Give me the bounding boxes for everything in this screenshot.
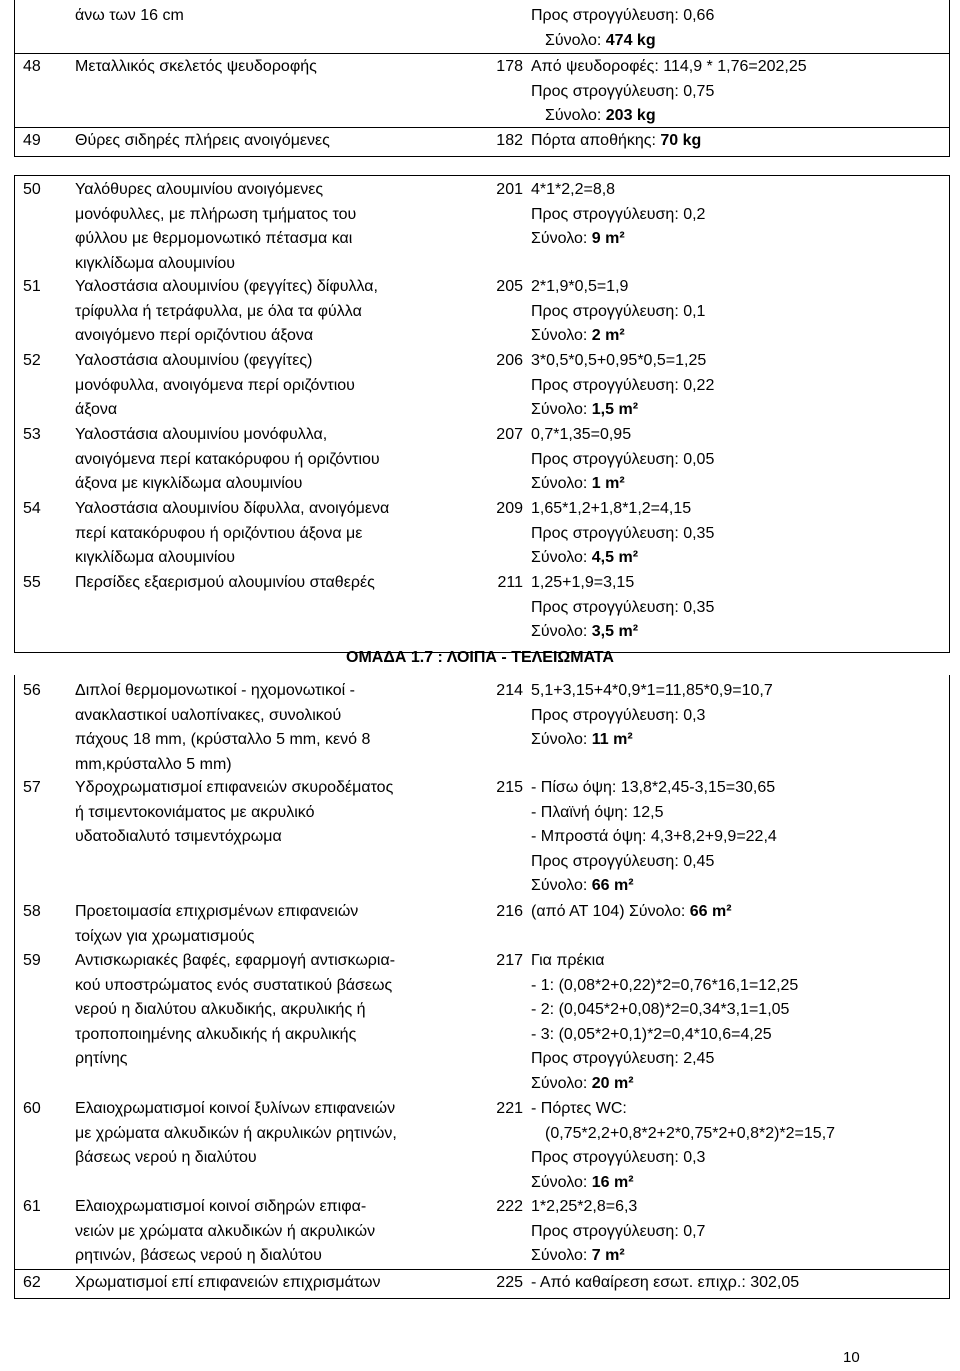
item-number: 57 bbox=[23, 779, 41, 796]
item-code: 209 bbox=[496, 500, 523, 517]
item-code: 214 bbox=[496, 682, 523, 699]
group-heading: ΟΜΑΔΑ 1.7 : ΛΟΙΠΑ - ΤΕΛΕΙΩΜΑΤΑ bbox=[346, 649, 614, 666]
item-description: Υαλοστάσια αλουμινίου δίφυλλα, ανοιγόμενα περί κατακόρυφου ή οριζόντιου άξονα με κιγκλίδωμα αλουμινίου bbox=[75, 500, 390, 567]
item-calculation: 5,1+3,15+4*0,9*1=11,85*0,9=10,7 Προς στρογγύλευση: 0,3 Σύνολο: 11 m² bbox=[531, 682, 773, 749]
item-calculation: Για πρέκια - 1: (0,08*2+0,22)*2=0,76*16,1=12,25 - 2: (0,045*2+0,08)*2=0,34*3,1=1,05 - 3: (0,05*2+0,1)*2=0,4*10,6=4,25 Προς στρογγύλευση: 2,45 Σύνολο: 20 m² bbox=[531, 952, 799, 1092]
row-divider bbox=[15, 1269, 949, 1270]
item-code: 225 bbox=[496, 1274, 523, 1291]
item-calculation: (από ΑΤ 104) Σύνολο: 66 m² bbox=[531, 903, 732, 920]
item-calculation: - Από καθαίρεση εσωτ. επιχρ.: 302,05 bbox=[531, 1274, 800, 1291]
item-description: Υαλοστάσια αλουμινίου (φεγγίτες) δίφυλλα, τρίφυλλα ή τετράφυλλα, με όλα τα φύλλα ανοιγόμενο περί οριζόντιου άξονα bbox=[75, 278, 378, 345]
item-calculation: 1,65*1,2+1,8*1,2=4,15 Προς στρογγύλευση: 0,35 Σύνολο: 4,5 m² bbox=[531, 500, 715, 567]
item-description: Θύρες σιδηρές πλήρεις ανοιγόμενες bbox=[75, 132, 330, 149]
item-code: 216 bbox=[496, 903, 523, 920]
item-calculation: Προς στρογγύλευση: 0,66 Σύνολο: 474 kg bbox=[531, 7, 715, 49]
item-number: 62 bbox=[23, 1274, 41, 1291]
item-number: 48 bbox=[23, 58, 41, 75]
item-number: 50 bbox=[23, 181, 41, 198]
item-description: Υδροχρωματισμοί επιφανειών σκυροδέματος ή τσιμεντοκονιάματος με ακρυλικό υδατοδιαλυτό τσιμεντόχρωμα bbox=[75, 779, 394, 846]
item-number: 59 bbox=[23, 952, 41, 969]
item-number: 56 bbox=[23, 682, 41, 699]
item-code: 215 bbox=[496, 779, 523, 796]
item-calculation: Πόρτα αποθήκης: 70 kg bbox=[531, 132, 702, 149]
item-calculation: Από ψευδοροφές: 114,9 * 1,76=202,25 Προς στρογγύλευση: 0,75 Σύνολο: 203 kg bbox=[531, 58, 807, 125]
item-description: Ελαιοχρωματισμοί κοινοί ξυλίνων επιφανειών με χρώματα αλκυδικών ή ακρυλικών ρητινών, βάσεως νερού η διαλύτου bbox=[75, 1100, 397, 1167]
item-number: 61 bbox=[23, 1198, 41, 1215]
item-number: 60 bbox=[23, 1100, 41, 1117]
table-block-bottom bbox=[14, 675, 950, 1299]
item-calculation: 0,7*1,35=0,95 Προς στρογγύλευση: 0,05 Σύνολο: 1 m² bbox=[531, 426, 715, 493]
row-divider bbox=[15, 53, 949, 54]
item-description: άνω των 16 cm bbox=[75, 7, 184, 24]
item-number: 51 bbox=[23, 278, 41, 295]
item-number: 53 bbox=[23, 426, 41, 443]
item-number: 52 bbox=[23, 352, 41, 369]
item-description: Χρωματισμοί επί επιφανειών επιχρισμάτων bbox=[75, 1274, 381, 1291]
row-divider bbox=[15, 127, 949, 128]
item-description: Αντισκωριακές βαφές, εφαρμογή αντισκωρια- κού υποστρώματος ενός συστατικού βάσεως νερού η διαλύτου αλκυδικής, ακρυλικής ή τροποποιημένης αλκυδικής ή ακρυλικής ρητίνης bbox=[75, 952, 396, 1068]
item-code: 211 bbox=[497, 574, 523, 591]
item-code: 207 bbox=[496, 426, 523, 443]
item-description: Υαλοστάσια αλουμινίου (φεγγίτες) μονόφυλλα, ανοιγόμενα περί οριζόντιου άξονα bbox=[75, 352, 355, 419]
item-code: 182 bbox=[496, 132, 523, 149]
item-description: Προετοιμασία επιχρισμένων επιφανειών τοίχων για χρωματισμούς bbox=[75, 903, 359, 945]
item-description: Μεταλλικός σκελετός ψευδοροφής bbox=[75, 58, 317, 75]
table-block-middle bbox=[14, 175, 950, 653]
item-description: Υαλοστάσια αλουμινίου μονόφυλλα, ανοιγόμενα περί κατακόρυφου ή οριζόντιου άξονα με κιγκλίδωμα αλουμινίου bbox=[75, 426, 380, 493]
item-description: Διπλοί θερμομονωτικοί - ηχομονωτικοί - ανακλαστικοί υαλοπίνακες, συνολικού πάχους 18 mm, (κρύσταλλο 5 mm, κενό 8 mm,κρύσταλλο 5 mm) bbox=[75, 682, 371, 773]
item-code: 221 bbox=[496, 1100, 523, 1117]
item-number: 58 bbox=[23, 903, 41, 920]
item-code: 206 bbox=[496, 352, 523, 369]
item-code: 205 bbox=[496, 278, 523, 295]
item-code: 201 bbox=[496, 181, 523, 198]
item-calculation: 1,25+1,9=3,15 Προς στρογγύλευση: 0,35 Σύνολο: 3,5 m² bbox=[531, 574, 715, 641]
item-code: 217 bbox=[496, 952, 523, 969]
item-calculation: 1*2,25*2,8=6,3 Προς στρογγύλευση: 0,7 Σύνολο: 7 m² bbox=[531, 1198, 706, 1265]
item-number: 55 bbox=[23, 574, 41, 591]
item-number: 54 bbox=[23, 500, 41, 517]
item-calculation: 2*1,9*0,5=1,9 Προς στρογγύλευση: 0,1 Σύνολο: 2 m² bbox=[531, 278, 706, 345]
page-number: 10 bbox=[843, 1349, 860, 1366]
table-block-top bbox=[14, 0, 950, 157]
item-calculation: 3*0,5*0,5+0,95*0,5=1,25 Προς στρογγύλευση: 0,22 Σύνολο: 1,5 m² bbox=[531, 352, 715, 419]
item-description: Ελαιοχρωματισμοί κοινοί σιδηρών επιφα- νειών με χρώματα αλκυδικών ή ακρυλικών ρητινών, βάσεως νερού η διαλύτου bbox=[75, 1198, 376, 1265]
item-code: 222 bbox=[496, 1198, 523, 1215]
item-code: 178 bbox=[496, 58, 523, 75]
item-description: Περσίδες εξαερισμού αλουμινίου σταθερές bbox=[75, 574, 375, 591]
item-number: 49 bbox=[23, 132, 41, 149]
item-calculation: 4*1*2,2=8,8 Προς στρογγύλευση: 0,2 Σύνολο: 9 m² bbox=[531, 181, 706, 248]
item-calculation: - Πόρτες WC: (0,75*2,2+0,8*2+2*0,75*2+0,8*2)*2=15,7 Προς στρογγύλευση: 0,3 Σύνολο: 16 m² bbox=[531, 1100, 836, 1191]
item-description: Υαλόθυρες αλουμινίου ανοιγόμενες μονόφυλλες, με πλήρωση τμήματος του φύλλου με θερμομονωτικό πέτασμα και κιγκλίδωμα αλουμινίου bbox=[75, 181, 357, 272]
item-calculation: - Πίσω όψη: 13,8*2,45-3,15=30,65 - Πλαϊνή όψη: 12,5 - Μπροστά όψη: 4,3+8,2+9,9=22,4 Προς στρογγύλευση: 0,45 Σύνολο: 66 m² bbox=[531, 779, 777, 895]
